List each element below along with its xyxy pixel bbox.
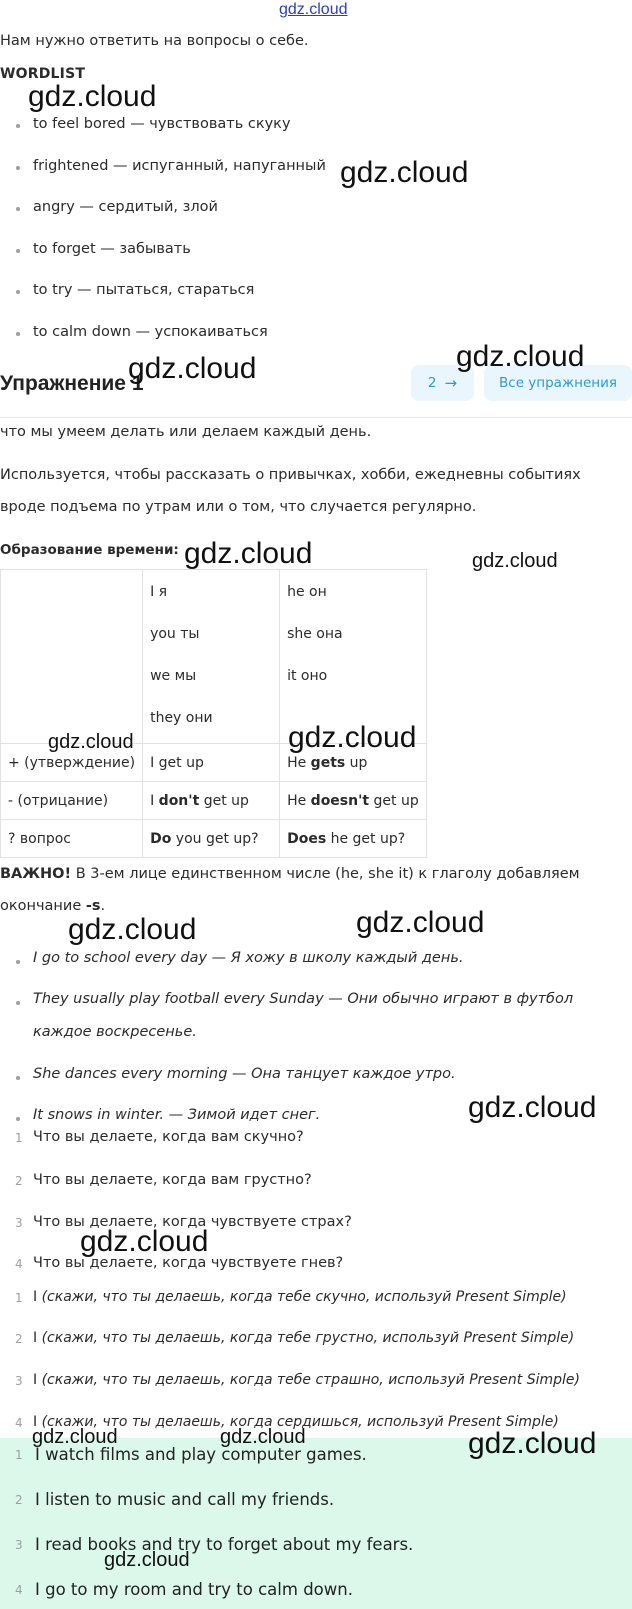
- item-number: 3: [15, 1538, 23, 1552]
- formation-heading: Образование времени:: [0, 542, 179, 558]
- all-exercises-button[interactable]: Все упражнения: [484, 365, 632, 401]
- prompt-hint: (скажи, что ты делаешь, когда тебе скучно, используй Present Simple): [41, 1289, 567, 1305]
- item-number: 4: [15, 1257, 23, 1271]
- arrow-right-icon: →: [444, 374, 458, 392]
- cell-text: you get up?: [171, 830, 259, 847]
- prompt-item: [33, 1372, 580, 1388]
- bullet-icon: [16, 1076, 20, 1080]
- example-item: They usually play football every Sunday — Они обычно играют в футбол: [33, 991, 574, 1007]
- watermark: gdz.cloud: [220, 1426, 306, 1448]
- site-logo-link[interactable]: gdz.cloud: [279, 1, 348, 18]
- note-line: [0, 898, 105, 914]
- theory-text: что мы умеем делать или делаем каждый день.: [0, 424, 372, 440]
- answer-item: I go to my room and try to calm down.: [35, 1580, 353, 1599]
- bullet-icon: [16, 166, 20, 170]
- prompt-item: [33, 1289, 567, 1305]
- wordlist-item: angry — сердитый, злой: [33, 199, 218, 215]
- cell-text-bold: Does: [287, 830, 327, 847]
- cell-text-bold: don't: [158, 792, 200, 809]
- prompt-item: [33, 1330, 574, 1346]
- next-exercise-label: 2: [427, 375, 437, 391]
- watermark: gdz.cloud: [32, 1426, 118, 1448]
- example-item: I go to school every day — Я хожу в школу каждый день.: [33, 950, 464, 966]
- bullet-icon: [16, 249, 20, 253]
- table-cell: [280, 820, 427, 858]
- prompt-subject: I: [33, 1414, 42, 1430]
- cell-text-bold: gets: [310, 754, 346, 771]
- bullet-icon: [16, 960, 20, 964]
- watermark: gdz.cloud: [340, 156, 469, 189]
- note-important: ВАЖНО!: [0, 866, 72, 882]
- watermark: gdz.cloud: [468, 1427, 597, 1460]
- bullet-icon: [16, 124, 20, 128]
- watermark: gdz.cloud: [104, 1549, 190, 1571]
- row-label: - (отрицание): [1, 782, 143, 820]
- cell-text: up: [345, 754, 368, 771]
- pronoun: it оно: [287, 668, 328, 684]
- question-item: Что вы делаете, когда вам скучно?: [33, 1129, 304, 1145]
- cell-text: he get up?: [326, 830, 406, 847]
- wordlist-item: frightened — испуганный, напуганный: [33, 158, 326, 174]
- cell-text-bold: Do: [150, 830, 172, 847]
- cell-text: He: [287, 792, 311, 809]
- exercise-title: Упражнение 1: [0, 372, 144, 395]
- watermark: gdz.cloud: [68, 913, 197, 946]
- table-cell: [143, 744, 280, 782]
- prompt-hint: (скажи, что ты делаешь, когда тебе страшно, используй Present Simple): [41, 1372, 580, 1388]
- cell-text: I: [150, 792, 159, 809]
- wordlist-item: to feel bored — чувствовать скуку: [33, 116, 291, 132]
- example-item: каждое воскресенье.: [33, 1024, 197, 1040]
- pronoun: we мы: [150, 668, 197, 684]
- watermark: gdz.cloud: [80, 1225, 209, 1258]
- item-number: 4: [15, 1416, 23, 1430]
- table-cell: [280, 782, 427, 820]
- watermark: gdz.cloud: [184, 537, 313, 570]
- table-cell: [143, 570, 280, 744]
- pronoun: you ты: [150, 626, 200, 642]
- conjugation-table: [0, 569, 427, 858]
- wordlist-title: WORDLIST: [0, 66, 86, 82]
- divider: [0, 417, 632, 418]
- pronoun: he он: [287, 584, 327, 600]
- item-number: 3: [15, 1374, 23, 1388]
- row-label: ? вопрос: [1, 820, 143, 858]
- watermark: gdz.cloud: [48, 731, 134, 753]
- prompt-subject: I: [33, 1372, 42, 1388]
- watermark: gdz.cloud: [472, 550, 558, 572]
- table-row: [1, 570, 427, 744]
- wordlist-item: to calm down — успокаиваться: [33, 324, 268, 340]
- note-text: В 3-ем лице единственном числе (he, she it) к глаголу добавляем: [71, 866, 580, 882]
- row-label: + (утверждение): [1, 744, 143, 782]
- note-text: .: [100, 898, 106, 914]
- table-cell: [143, 782, 280, 820]
- bullet-icon: [16, 1001, 20, 1005]
- table-cell: [1, 570, 143, 744]
- note-text: окончание: [0, 898, 86, 914]
- wordlist-item: to try — пытаться, стараться: [33, 282, 255, 298]
- bullet-icon: [16, 207, 20, 211]
- item-number: 1: [15, 1131, 23, 1145]
- item-number: 3: [15, 1216, 23, 1230]
- table-cell: [280, 570, 427, 744]
- note-line: [0, 866, 580, 882]
- bullet-icon: [16, 290, 20, 294]
- item-number: 1: [15, 1291, 23, 1305]
- watermark: gdz.cloud: [456, 340, 585, 373]
- item-number: 2: [15, 1493, 23, 1507]
- watermark: gdz.cloud: [356, 906, 485, 939]
- answer-item: I listen to music and call my friends.: [35, 1490, 335, 1509]
- intro-text: Нам нужно ответить на вопросы о себе.: [0, 33, 309, 49]
- item-number: 1: [15, 1448, 23, 1462]
- item-number: 4: [15, 1583, 23, 1597]
- cell-text: He: [287, 754, 311, 771]
- question-item: Что вы делаете, когда чувствуете страх?: [33, 1214, 352, 1230]
- item-number: 2: [15, 1174, 23, 1188]
- bullet-icon: [16, 332, 20, 336]
- table-row: [1, 820, 427, 858]
- wordlist-item: to forget — забывать: [33, 241, 191, 257]
- pronoun: she она: [287, 626, 343, 642]
- item-number: 2: [15, 1332, 23, 1346]
- example-item: She dances every morning — Она танцует каждое утро.: [33, 1066, 456, 1082]
- theory-text: вроде подъема по утрам или о том, что случается регулярно.: [0, 499, 477, 515]
- cell-text: get up: [369, 792, 419, 809]
- prompt-hint: (скажи, что ты делаешь, когда сердишься, используй Present Simple): [41, 1414, 559, 1430]
- watermark: gdz.cloud: [28, 80, 157, 113]
- pronoun: they они: [150, 710, 213, 726]
- question-item: Что вы делаете, когда вам грустно?: [33, 1172, 312, 1188]
- watermark: gdz.cloud: [468, 1091, 597, 1124]
- table-cell: [143, 820, 280, 858]
- pronoun: I я: [150, 584, 168, 600]
- watermark: gdz.cloud: [288, 721, 417, 754]
- cell-text: get up: [199, 792, 249, 809]
- cell-text-bold: doesn't: [310, 792, 370, 809]
- example-item: It snows in winter. — Зимой идет снег.: [33, 1107, 321, 1123]
- answer-item: I read books and try to forget about my fears.: [35, 1535, 414, 1554]
- prompt-subject: I: [33, 1289, 42, 1305]
- table-row: [1, 782, 427, 820]
- watermark: gdz.cloud: [128, 352, 257, 385]
- note-suffix: -s: [85, 898, 101, 914]
- theory-text: Используется, чтобы рассказать о привычках, хобби, ежедневны событиях: [0, 467, 581, 483]
- answers-panel: [0, 1438, 632, 1609]
- question-item: Что вы делаете, когда чувствуете гнев?: [33, 1255, 344, 1271]
- cell-text: I get up: [150, 754, 204, 771]
- prompt-hint: (скажи, что ты делаешь, когда тебе грустно, используй Present Simple): [41, 1330, 575, 1346]
- bullet-icon: [16, 1117, 20, 1121]
- answer-item: I watch films and play computer games.: [35, 1445, 367, 1464]
- prompt-subject: I: [33, 1330, 42, 1346]
